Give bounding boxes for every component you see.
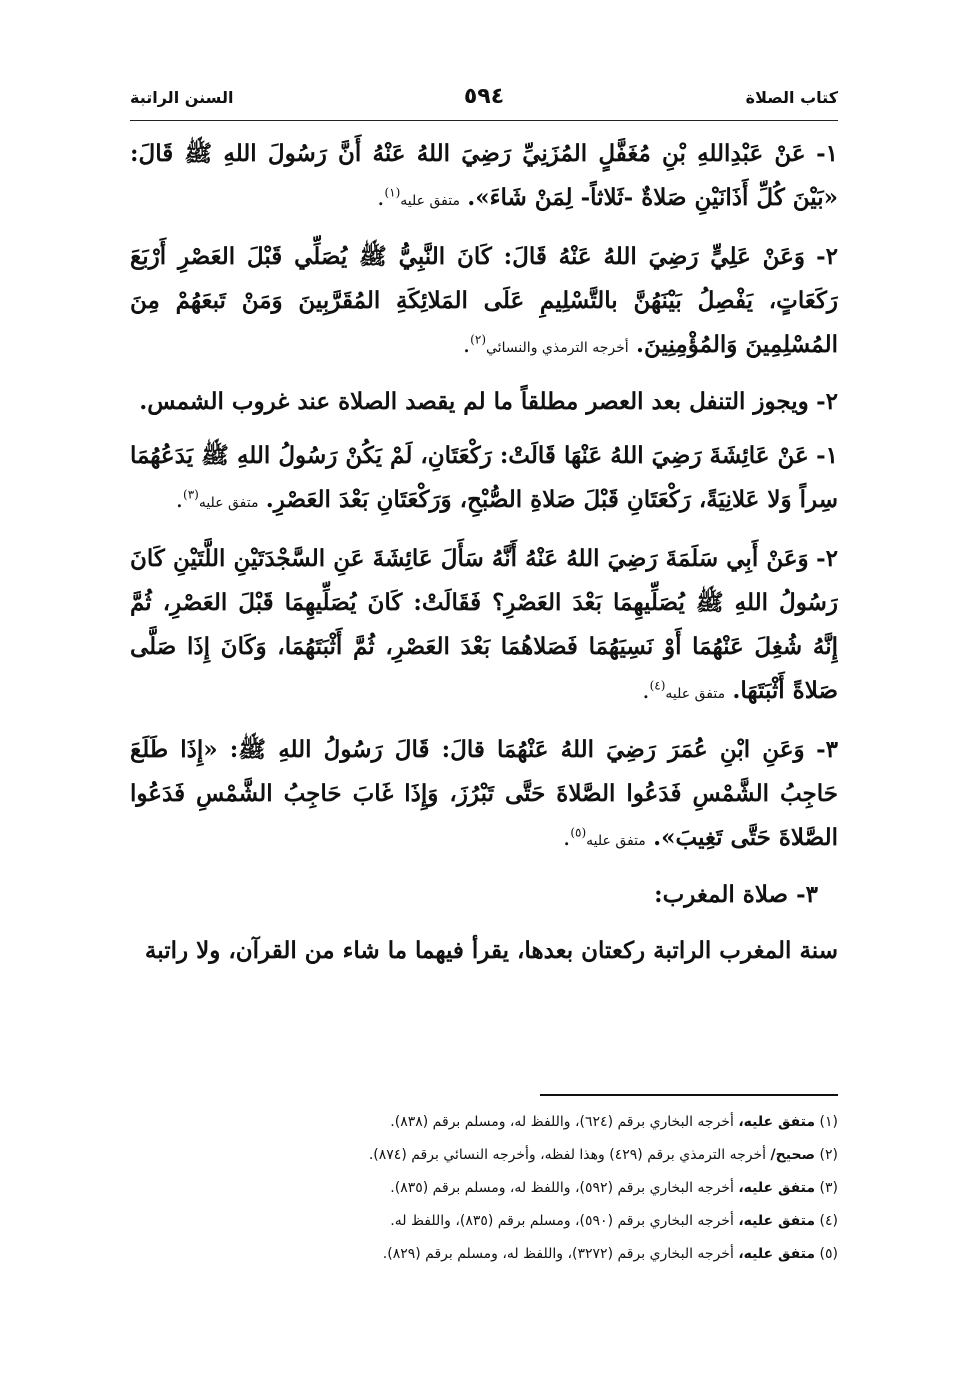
footnote-text: أخرجه البخاري برقم (٣٢٧٢)، واللفظ له، ومسلم برقم (٨٢٩). <box>382 1246 734 1262</box>
footnote-status: متفق عليه، <box>738 1180 816 1196</box>
hadith-source: متفق عليه <box>198 495 259 511</box>
footnote-text: أخرجه البخاري برقم (٦٢٤)، واللفظ له، ومسلم برقم (٨٣٨). <box>390 1114 734 1130</box>
footnote-reference: (١) <box>384 185 401 200</box>
section-title: السنن الراتبة <box>130 88 234 107</box>
footnote-item <box>130 1238 838 1271</box>
paragraph-number: ١- <box>816 140 838 167</box>
paragraph-number: ٢- <box>816 388 838 415</box>
footnote-reference: (٤) <box>649 678 666 693</box>
hadith-paragraph: ٣- وَعَنِ ابْنِ عُمَرَ رَضِيَ اللهُ عَنْهُمَا قالَ: قَالَ رَسُولُ اللهِ ﷺ: «إِذَا طَلَعَ حَاجِبُ الشَّمْسِ فَدَعُوا الصَّلاةَ حَتَّى تَبْرُزَ، وَإِذَا غَابَ حَاجِبُ الشَّمْسِ فَدَعُوا الصَّلاةَ حَتَّى تَغِيبَ». متفق عليه$^{(٥)}$. <box>130 736 838 851</box>
hadith-paragraph: ١- عَنْ عَائِشَةَ رَضِيَ اللهُ عَنْهَا قَالَتْ: رَكْعَتَانِ، لَمْ يَكُنْ رَسُولُ اللهِ ﷺ يَدَعُهُمَا سِراً وَلا عَلانِيَةً، رَكْعَتَانِ قَبْلَ صَلاةِ الصُّبْحِ، وَرَكْعَتَانِ بَعْدَ العَصْرِ. متفق عليه$^{(٣)}$. <box>130 442 838 513</box>
footnote-marker: (١) <box>819 1114 838 1130</box>
page-number: ٥٩٤ <box>463 84 505 109</box>
footnote-item <box>130 1106 838 1139</box>
book-title: كتاب الصلاة <box>745 88 838 107</box>
page-body <box>130 132 838 1072</box>
footnote-status: متفق عليه، <box>738 1114 816 1130</box>
footnotes <box>130 1106 838 1271</box>
paragraph-text: وَعَنِ ابْنِ عُمَرَ رَضِيَ اللهُ عَنْهُمَا قالَ: قَالَ رَسُولُ اللهِ ﷺ: «إِذَا طَلَعَ حَاجِبُ الشَّمْسِ فَدَعُوا الصَّلاةَ حَتَّى تَبْرُزَ، وَإِذَا غَابَ حَاجِبُ الشَّمْسِ فَدَعُوا الصَّلاةَ حَتَّى تَغِيبَ». <box>130 736 838 851</box>
footnote-status: صحيح/ <box>770 1147 816 1163</box>
hadith-source: متفق عليه <box>665 686 726 702</box>
footnote-status: متفق عليه، <box>738 1213 816 1229</box>
closing-paragraph <box>130 931 838 971</box>
hadith-source: أخرجه الترمذي والنسائي <box>486 340 629 356</box>
paragraph-text: عَنْ عَائِشَةَ رَضِيَ اللهُ عَنْهَا قَالَتْ: رَكْعَتَانِ، لَمْ يَكُنْ رَسُولُ اللهِ ﷺ يَدَعُهُمَا سِراً وَلا عَلانِيَةً، رَكْعَتَانِ قَبْلَ صَلاةِ الصُّبْحِ، وَرَكْعَتَانِ بَعْدَ العَصْرِ. <box>130 442 838 513</box>
footnote-text: أخرجه البخاري برقم (٥٩٢)، واللفظ له، ومسلم برقم (٨٣٥). <box>390 1180 734 1196</box>
hadith-source: متفق عليه <box>586 833 646 849</box>
page-header <box>130 82 838 116</box>
paragraph-number: ٣- <box>816 736 838 763</box>
footnote-item <box>130 1172 838 1205</box>
ruling-paragraph <box>130 382 838 422</box>
paragraph-number: ٢- <box>816 243 838 270</box>
footnote-reference: (٢) <box>470 332 486 347</box>
paragraph-number: ٢- <box>816 545 838 572</box>
paragraph-text: وَعَنْ عَلِيٍّ رَضِيَ اللهُ عَنْهُ قَالَ: كَانَ النَّبِيُّ ﷺ يُصَلِّي قَبْلَ العَصْرِ أَرْبَعَ رَكَعَاتٍ، يَفْصِلُ بَيْنَهُنَّ بالتَّسْلِيمِ عَلَى المَلائِكَةِ المُقَرَّبِينَ وَمَنْ تَبعَهُمْ مِنَ المُسْلِمِينَ وَالمُؤْمِنِينَ. <box>130 243 838 358</box>
hadith-paragraph: ٢- وَعَنْ أَبِي سَلَمَةَ رَضِيَ اللهُ عَنْهُ أَنَّهُ سَأَلَ عَائِشَةَ عَنِ السَّجْدَتَيْنِ اللَّتَيْنِ كَانَ رَسُولُ اللهِ ﷺ يُصَلِّيهِمَا بَعْدَ العَصْرِ؟ فَقَالَتْ: كَانَ يُصَلِّيهِمَا قَبْلَ العَصْرِ، ثُمَّ إِنَّهُ شُغِلَ عَنْهُمَا أَوْ نَسِيَهُمَا فَصَلاهُمَا بَعْدَ العَصْرِ، ثُمَّ أَثْبَتَهُمَا، وَكَانَ إِذَا صَلَّى صَلاةً أَثْبَتَهَا. متفق عليه$^{(٤)}$. <box>130 545 838 704</box>
hadith-paragraph: ٢- وَعَنْ عَلِيٍّ رَضِيَ اللهُ عَنْهُ قَالَ: كَانَ النَّبِيُّ ﷺ يُصَلِّي قَبْلَ العَصْرِ أَرْبَعَ رَكَعَاتٍ، يَفْصِلُ بَيْنَهُنَّ بالتَّسْلِيمِ عَلَى المَلائِكَةِ المُقَرَّبِينَ وَمَنْ تَبعَهُمْ مِنَ المُسْلِمِينَ وَالمُؤْمِنِينَ. أخرجه الترمذي والنسائي$^{(٢)}$. <box>130 243 838 358</box>
footnote-marker: (٣) <box>819 1180 838 1196</box>
paragraph-number: ١- <box>816 442 838 469</box>
footnote-divider <box>540 1094 838 1096</box>
paragraph-text: ويجوز التنفل بعد العصر مطلقاً ما لم يقصد الصلاة عند غروب الشمس. <box>139 388 809 415</box>
hadith-source: متفق عليه <box>400 193 460 209</box>
paragraph-text: وَعَنْ أَبِي سَلَمَةَ رَضِيَ اللهُ عَنْهُ أَنَّهُ سَأَلَ عَائِشَةَ عَنِ السَّجْدَتَيْنِ اللَّتَيْنِ كَانَ رَسُولُ اللهِ ﷺ يُصَلِّيهِمَا بَعْدَ العَصْرِ؟ فَقَالَتْ: كَانَ يُصَلِّيهِمَا قَبْلَ العَصْرِ، ثُمَّ إِنَّهُ شُغِلَ عَنْهُمَا أَوْ نَسِيَهُمَا فَصَلاهُمَا بَعْدَ العَصْرِ، ثُمَّ أَثْبَتَهُمَا، وَكَانَ إِذَا صَلَّى صَلاةً أَثْبَتَهَا. <box>130 545 838 704</box>
footnote-marker: (٤) <box>819 1213 838 1229</box>
footnote-item <box>130 1205 838 1238</box>
footnote-marker: (٢) <box>819 1147 838 1163</box>
section-heading: ٣- صلاة المغرب: <box>654 881 818 908</box>
footnote-reference: (٥) <box>570 825 587 840</box>
footnote-item <box>130 1139 838 1172</box>
footnote-reference: (٣) <box>183 487 199 502</box>
hadith-paragraph: ١- عَنْ عَبْدِاللهِ بْنِ مُغَفَّلٍ المُزَنِيِّ رَضِيَ اللهُ عَنْهُ أَنَّ رَسُولَ اللهِ ﷺ قَالَ: «بَيْنَ كُلِّ أَذَانَيْنِ صَلاةٌ -ثَلاثاً- لِمَنْ شَاءَ». متفق عليه$^{(١)}$. <box>130 140 838 211</box>
paragraph-text: عَنْ عَبْدِاللهِ بْنِ مُغَفَّلٍ المُزَنِيِّ رَضِيَ اللهُ عَنْهُ أَنَّ رَسُولَ اللهِ ﷺ قَالَ: «بَيْنَ كُلِّ أَذَانَيْنِ صَلاةٌ -ثَلاثاً- لِمَنْ شَاءَ». <box>130 140 838 211</box>
header-divider <box>130 120 838 121</box>
footnote-status: متفق عليه، <box>738 1246 816 1262</box>
footnote-text: أخرجه البخاري برقم (٥٩٠)، ومسلم برقم (٨٣٥)، واللفظ له. <box>390 1213 734 1229</box>
footnote-marker: (٥) <box>819 1246 838 1262</box>
footnote-text: أخرجه الترمذي برقم (٤٢٩) وهذا لفظه، وأخرجه النسائي برقم (٨٧٤). <box>368 1147 767 1163</box>
paragraph-text: سنة المغرب الراتبة ركعتان بعدها، يقرأ فيهما ما شاء من القرآن، ولا راتبة <box>144 937 838 964</box>
